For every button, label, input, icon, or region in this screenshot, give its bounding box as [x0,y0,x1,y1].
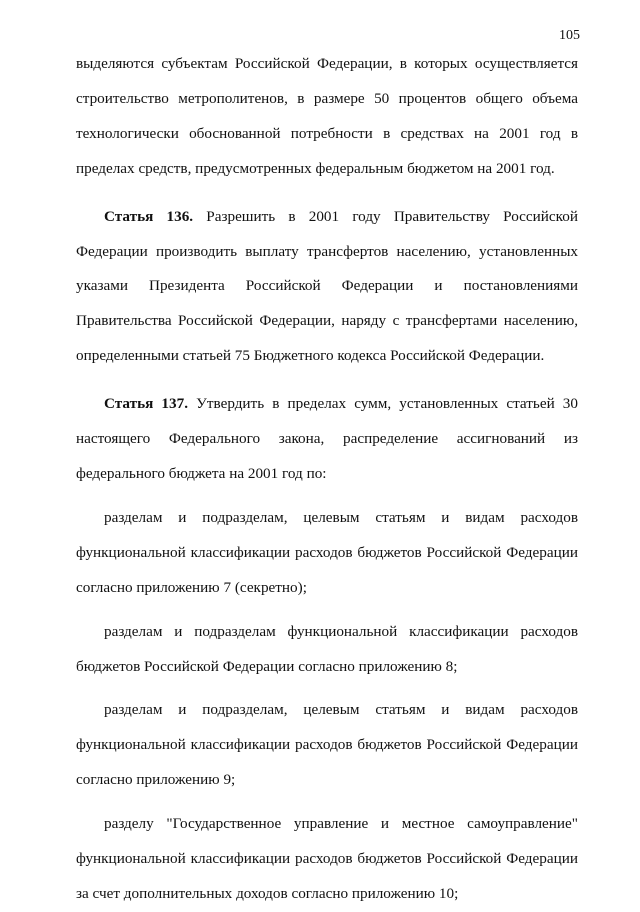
paragraph-text: выделяются субъектам Российской Федерации, в которых осуществляется строительство метрополитенов, в размере 50 процентов общего объема технологически обоснованной потребности в средствах на 2001 год в пределах средств, предусмотренных федеральным бюджетом на 2001 год. [76,55,578,177]
paragraph-text: разделу "Государственное управление и местное самоуправление" функциональной классификации расходов бюджетов Российской Федерации за счет дополнительных доходов согласно приложению 10; [76,815,578,902]
list-item-paragraph [76,615,578,685]
document-body [76,47,578,912]
paragraph-text: Разрешить в 2001 году Правительству Российской Федерации производить выплату трансфертов населению, установленных указами Президента Российской Федерации и постановлениями Правительства Российской Федерации, наряду с трансфертами населению, определенными статьей 75 Бюджетного кодекса Российской Федерации. [76,207,578,365]
paragraph-text: разделам и подразделам, целевым статьям и видам расходов функциональной классификации расходов бюджетов Российской Федерации согласно приложению 7 (секретно); [76,508,578,596]
article-136-paragraph [76,200,578,375]
list-item-paragraph [76,807,578,912]
article-137-paragraph [76,387,578,492]
paragraph-text: разделам и подразделам, целевым статьям и видам расходов функциональной классификации расходов бюджетов Российской Федерации согласно приложению 9; [76,701,578,789]
paragraph [76,47,578,187]
paragraph-text: разделам и подразделам функциональной классификации расходов бюджетов Российской Федерации согласно приложению 8; [76,622,578,675]
list-item-paragraph [76,693,578,798]
paragraph-text: Утвердить в пределах сумм, установленных статьей 30 настоящего Федерального закона, распределение ассигнований из федерального бюджета на 2001 год по: [76,395,578,482]
list-item-paragraph [76,501,578,606]
article-heading: Статья 137. [104,395,188,413]
page-number: 105 [559,28,580,43]
article-heading: Статья 136. [104,207,194,225]
